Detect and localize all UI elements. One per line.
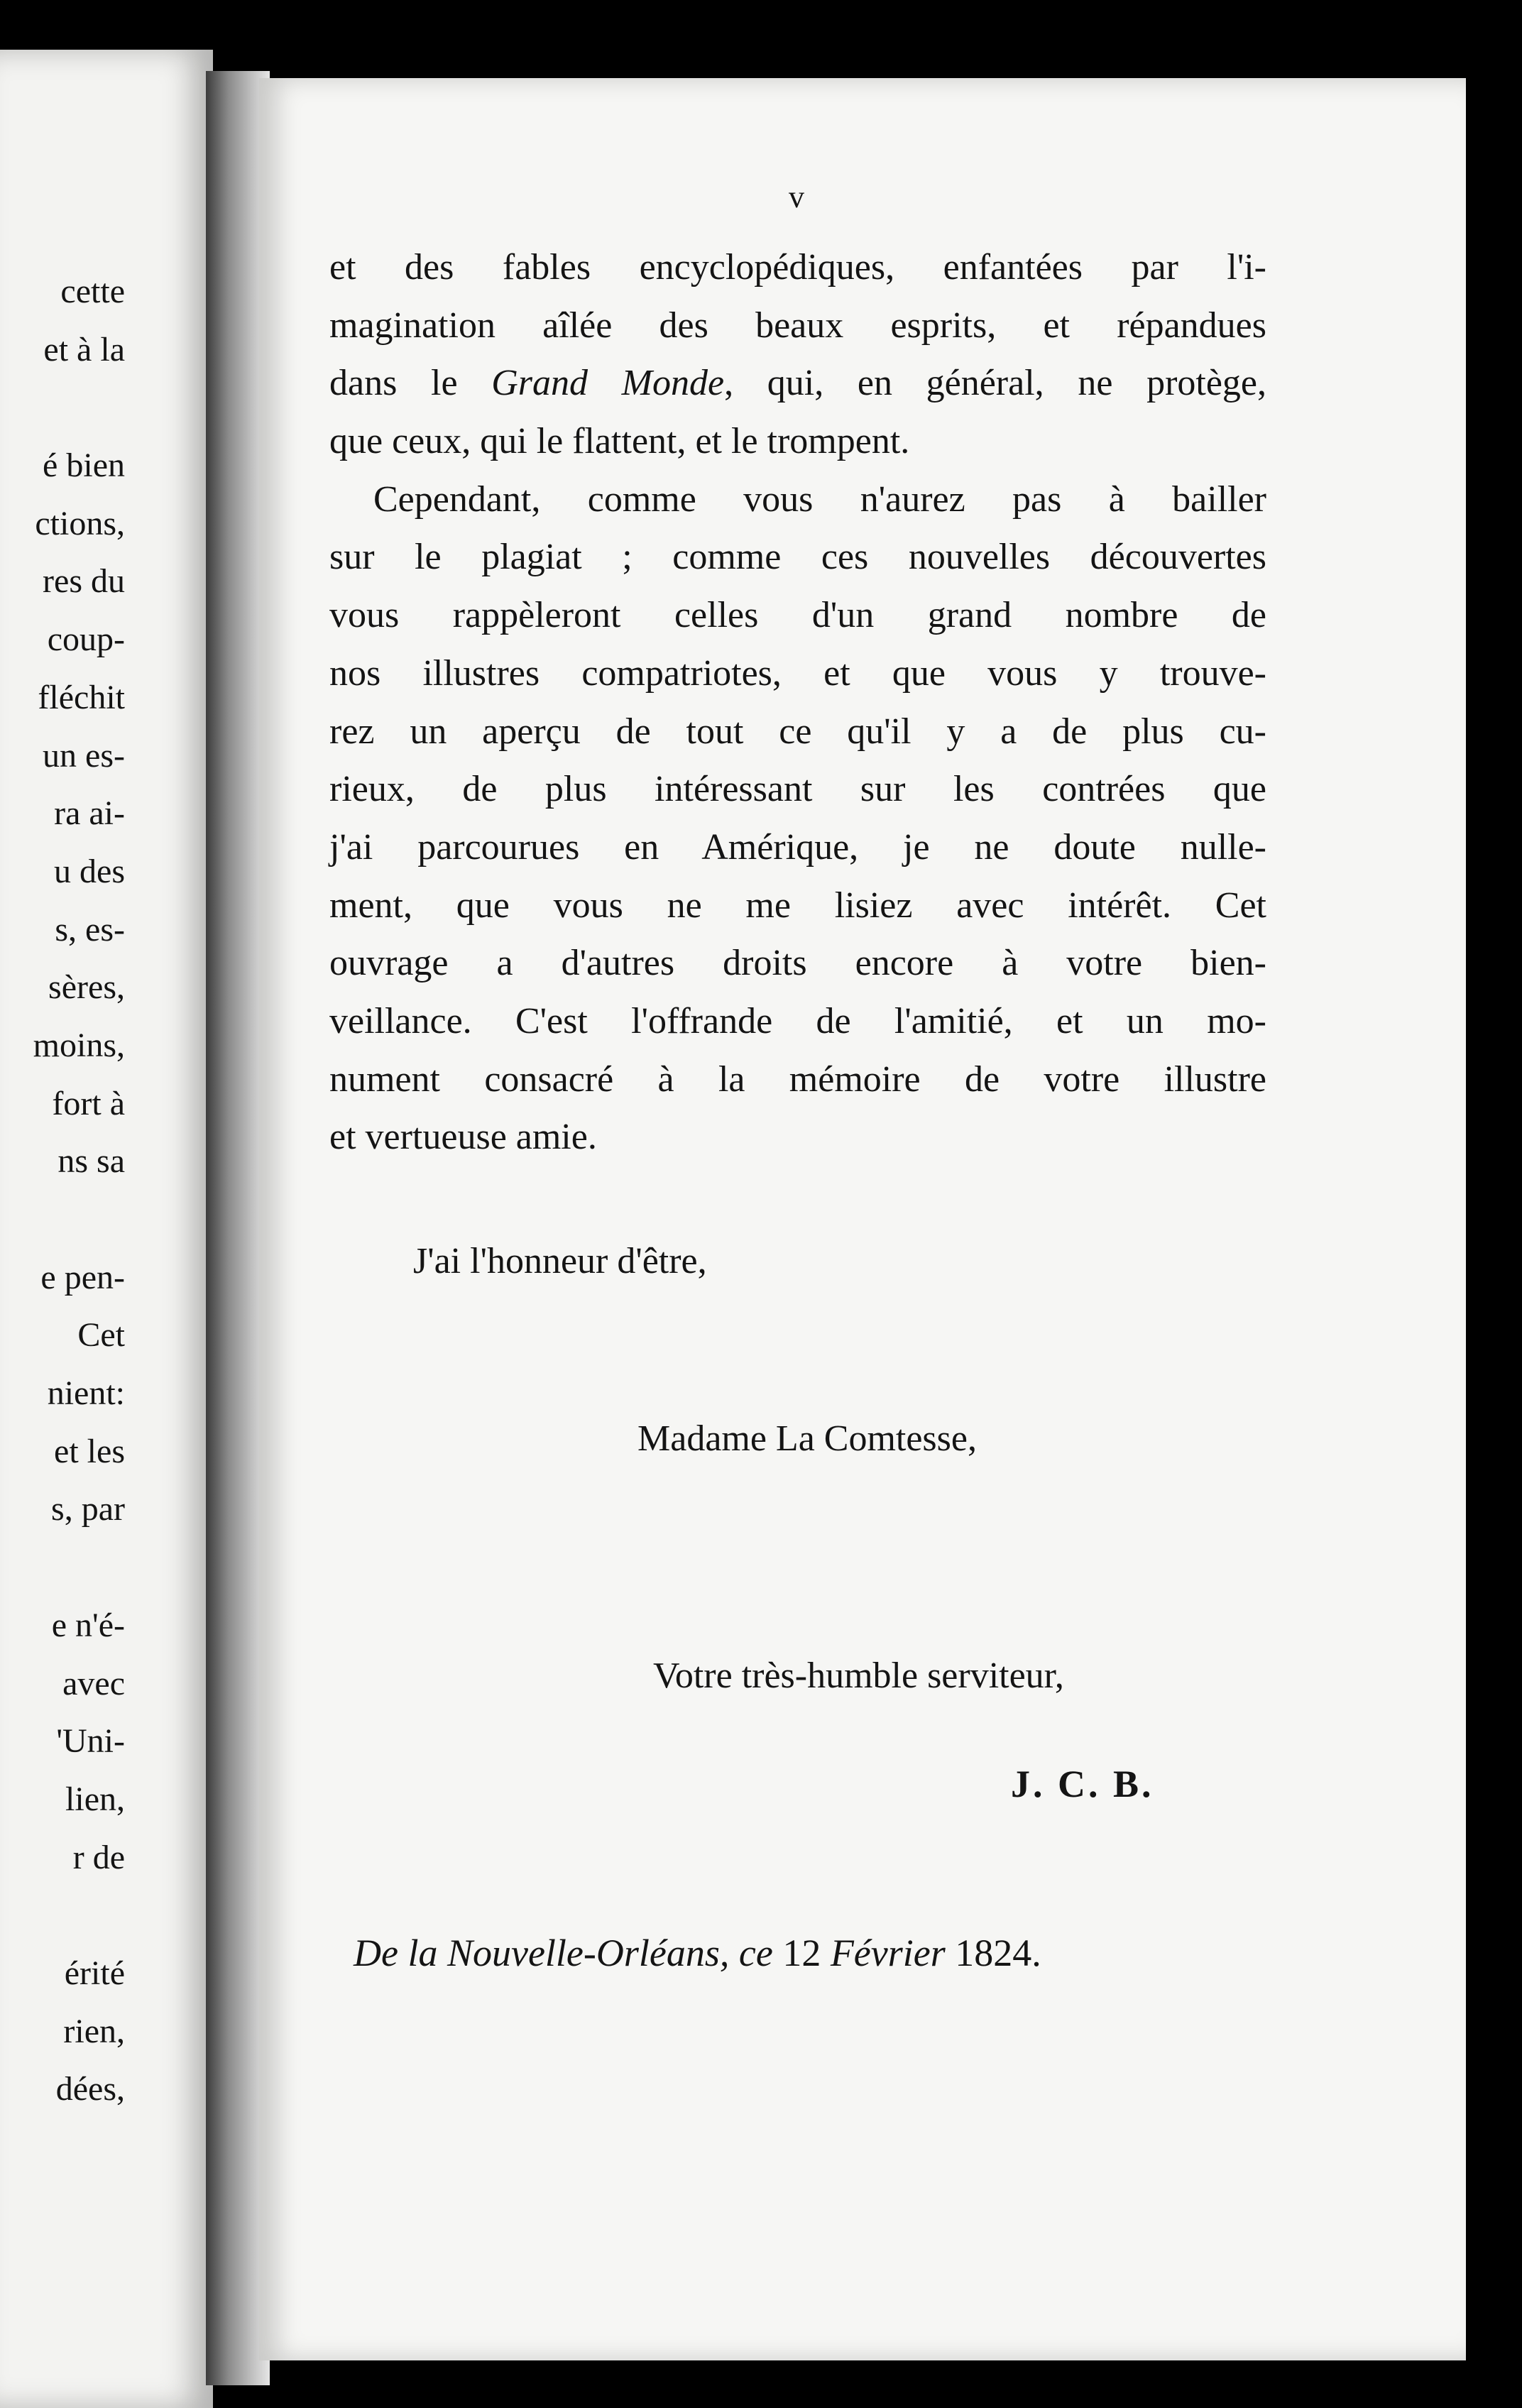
text-line: sur le plagiat ; comme ces nouvelles découvertes bbox=[329, 537, 1266, 578]
text-line: nument consacré à la mémoire de votre illustre bbox=[329, 1058, 1266, 1100]
body-text bbox=[329, 239, 1266, 1166]
left-page-line: coup- bbox=[47, 620, 125, 659]
text-line: ouvrage a d'autres droits encore à votre bien- bbox=[329, 943, 1266, 984]
text-line: Cependant, comme vous n'aurez pas à bailler bbox=[373, 478, 1266, 520]
text-line bbox=[329, 354, 1266, 412]
left-page-line: fléchit bbox=[38, 678, 125, 716]
dateline-year: 1824. bbox=[955, 1932, 1041, 1974]
left-page-line: ns sa bbox=[58, 1142, 125, 1181]
left-page-line: Cet bbox=[77, 1316, 125, 1354]
left-page-line: nient: bbox=[47, 1374, 125, 1413]
text-line: vous rappèleront celles d'un grand nombre de bbox=[329, 595, 1266, 636]
text-line: rez un aperçu de tout ce qu'il y a de plus cu- bbox=[329, 711, 1266, 752]
left-page-line: sères, bbox=[48, 968, 125, 1007]
left-page-line: s, par bbox=[51, 1490, 125, 1528]
page-number: v bbox=[789, 180, 804, 214]
left-page-line: 'Uni- bbox=[56, 1722, 125, 1761]
text-line: j'ai parcourues en Amérique, je ne doute nulle- bbox=[329, 826, 1266, 868]
left-page-line: rien, bbox=[63, 2012, 125, 2050]
left-page-line bbox=[0, 378, 213, 437]
dateline-month: Février bbox=[821, 1932, 956, 1974]
closing-servant: Votre très-humble serviteur, bbox=[653, 1656, 1064, 1696]
italic-title: Grand Monde bbox=[491, 363, 725, 404]
text-line: et des fables encyclopédiques, enfantées par l'i- bbox=[329, 247, 1266, 288]
left-page-line: e pen- bbox=[40, 1258, 125, 1296]
left-page-line: s, es- bbox=[55, 910, 125, 948]
text-line: veillance. C'est l'offrande de l'amitié, et un mo- bbox=[329, 1000, 1266, 1041]
left-page-line: et à la bbox=[43, 330, 125, 368]
left-page-line bbox=[0, 1886, 213, 1944]
text-line: ment, que vous ne me lisiez avec intérêt. Cet bbox=[329, 885, 1266, 926]
text-run: dans le bbox=[329, 363, 492, 404]
left-page-line: u des bbox=[54, 852, 125, 890]
left-page-line bbox=[0, 1191, 213, 1249]
left-page-line: ra ai- bbox=[54, 794, 125, 833]
left-page-line: cette bbox=[60, 273, 125, 310]
left-page-line: érité bbox=[64, 1954, 125, 1992]
text-line: et vertueuse amie. bbox=[329, 1117, 597, 1158]
left-page-line: avec bbox=[62, 1664, 125, 1702]
text-line: magination aîlée des beaux esprits, et répandues bbox=[329, 305, 1266, 346]
left-page-line: dées, bbox=[55, 2070, 125, 2108]
left-page-text bbox=[0, 263, 213, 2118]
left-page-line: r de bbox=[72, 1838, 125, 1876]
left-page-line: é bien bbox=[43, 447, 125, 485]
left-page-line: res du bbox=[43, 562, 125, 601]
left-page bbox=[0, 50, 213, 2408]
text-line: nos illustres compatriotes, et que vous y trouve- bbox=[329, 652, 1266, 694]
text-line: que ceux, qui le flattent, et le trompent. bbox=[329, 421, 910, 462]
dateline-place: De la Nouvelle-Orléans, bbox=[354, 1932, 730, 1974]
signature-initials: J. C. B. bbox=[1011, 1763, 1154, 1805]
left-page-line: un es- bbox=[43, 736, 125, 775]
closing-honour: J'ai l'honneur d'être, bbox=[413, 1241, 707, 1281]
dateline bbox=[354, 1928, 1041, 1978]
closing-salutation: Madame La Comtesse, bbox=[637, 1418, 977, 1459]
left-page-line bbox=[0, 1538, 213, 1597]
left-page-line: et les bbox=[54, 1432, 125, 1470]
left-page-line: lien, bbox=[65, 1780, 125, 1818]
left-page-line: ctions, bbox=[35, 504, 125, 542]
left-page-line: moins, bbox=[33, 1026, 125, 1064]
text-line: rieux, de plus intéressant sur les contrées que bbox=[329, 769, 1266, 810]
dateline-ce: ce bbox=[729, 1932, 783, 1974]
left-page-line: fort à bbox=[52, 1084, 125, 1122]
text-run: , qui, en général, ne protège, bbox=[724, 363, 1267, 404]
left-page-line: e n'é- bbox=[51, 1606, 125, 1644]
dateline-day: 12 bbox=[782, 1932, 821, 1974]
